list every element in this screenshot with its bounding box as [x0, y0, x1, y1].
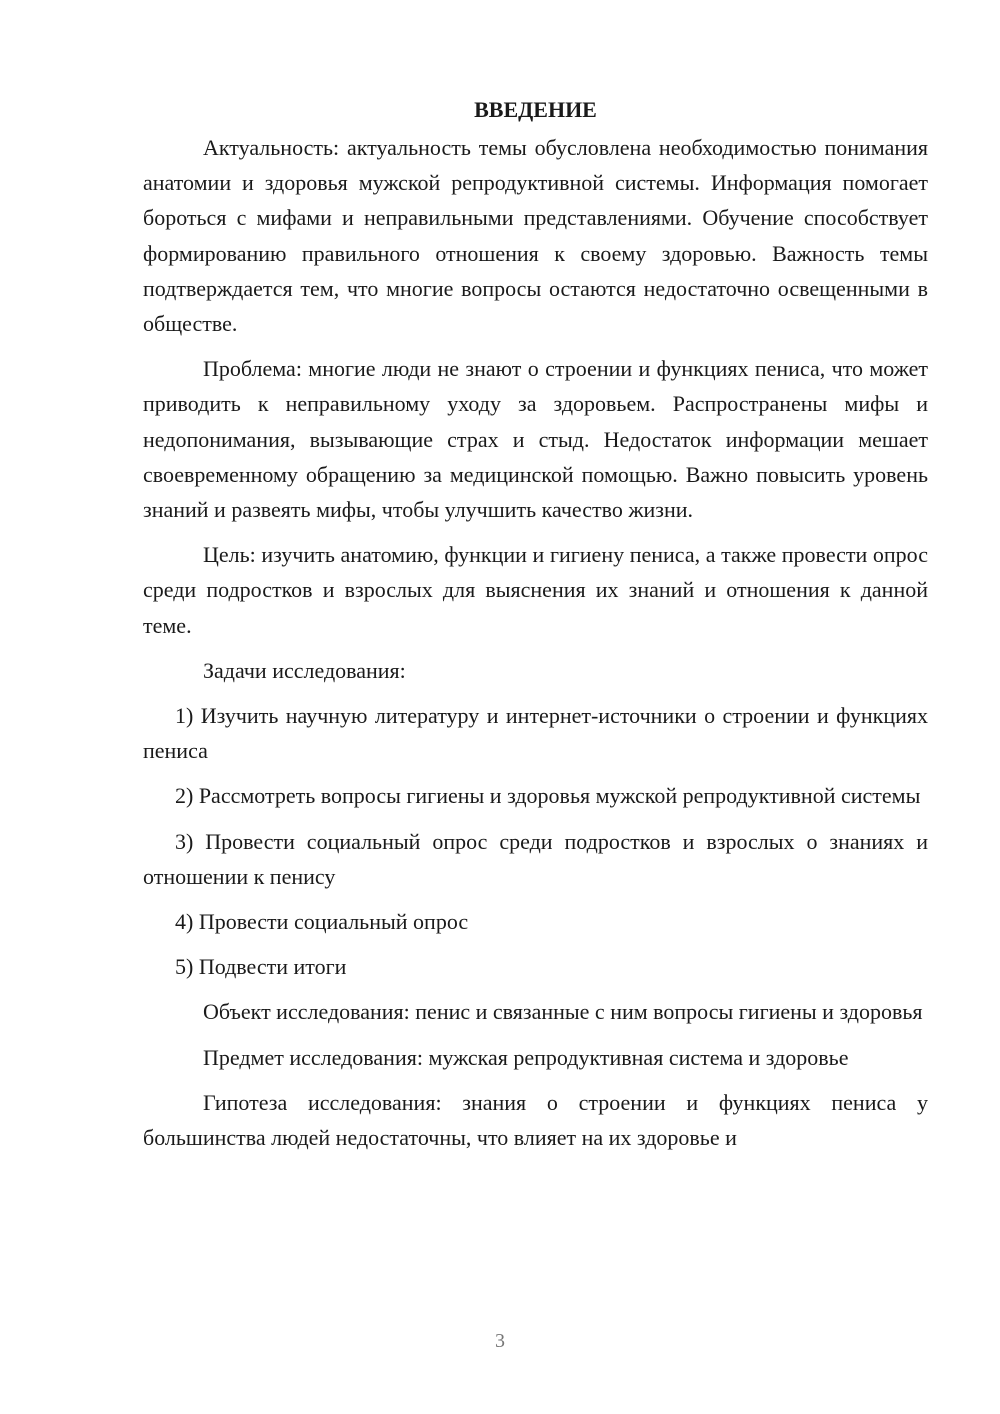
hypothesis-paragraph: Гипотеза исследования: знания о строении и функциях пениса у большинства людей недостаточны, что влияет на их здоровье и: [143, 1089, 928, 1151]
relevance-paragraph: Актуальность: актуальность темы обусловлена необходимостью понимания анатомии и здоровья мужской репродуктивной системы. Информация помогает бороться с мифами и неправильными представлениями. Обучение способствует формированию правильного отношения к своему здоровью. Важность темы подтверждается тем, что многие вопросы остаются недостаточно освещенными в обществе.: [143, 135, 928, 337]
tasks-heading: Задачи исследования:: [203, 657, 406, 683]
task-item: 3) Провести социальный опрос среди подростков и взрослых о знаниях и отношении к пенису: [143, 828, 928, 889]
section-heading: ВВЕДЕНИЕ: [474, 97, 597, 122]
task-item: 1) Изучить научную литературу и интернет-источники о строении и функциях пениса: [143, 703, 928, 764]
task-item: 5) Подвести итоги: [175, 954, 347, 980]
object-paragraph: Объект исследования: пенис и связанные с ним вопросы гигиены и здоровья: [203, 999, 923, 1025]
document-body: [143, 92, 928, 1165]
page-number: 3: [495, 1330, 505, 1352]
goal-paragraph: Цель: изучить анатомию, функции и гигиену пениса, а также провести опрос среди подростков и взрослых для выяснения их знаний и отношения к данной теме.: [143, 542, 928, 638]
problem-paragraph: Проблема: многие люди не знают о строении и функциях пениса, что может приводить к неправильному уходу за здоровьем. Распространены мифы и недопонимания, вызывающие страх и стыд. Недостаток информации мешает своевременному обращению за медицинской помощью. Важно повысить уровень знаний и развеять мифы, чтобы улучшить качество жизни.: [143, 356, 928, 523]
task-item: 2) Рассмотреть вопросы гигиены и здоровья мужской репродуктивной системы: [175, 783, 921, 809]
task-item: 4) Провести социальный опрос: [175, 909, 469, 935]
subject-paragraph: Предмет исследования: мужская репродуктивная система и здоровье: [203, 1044, 849, 1070]
